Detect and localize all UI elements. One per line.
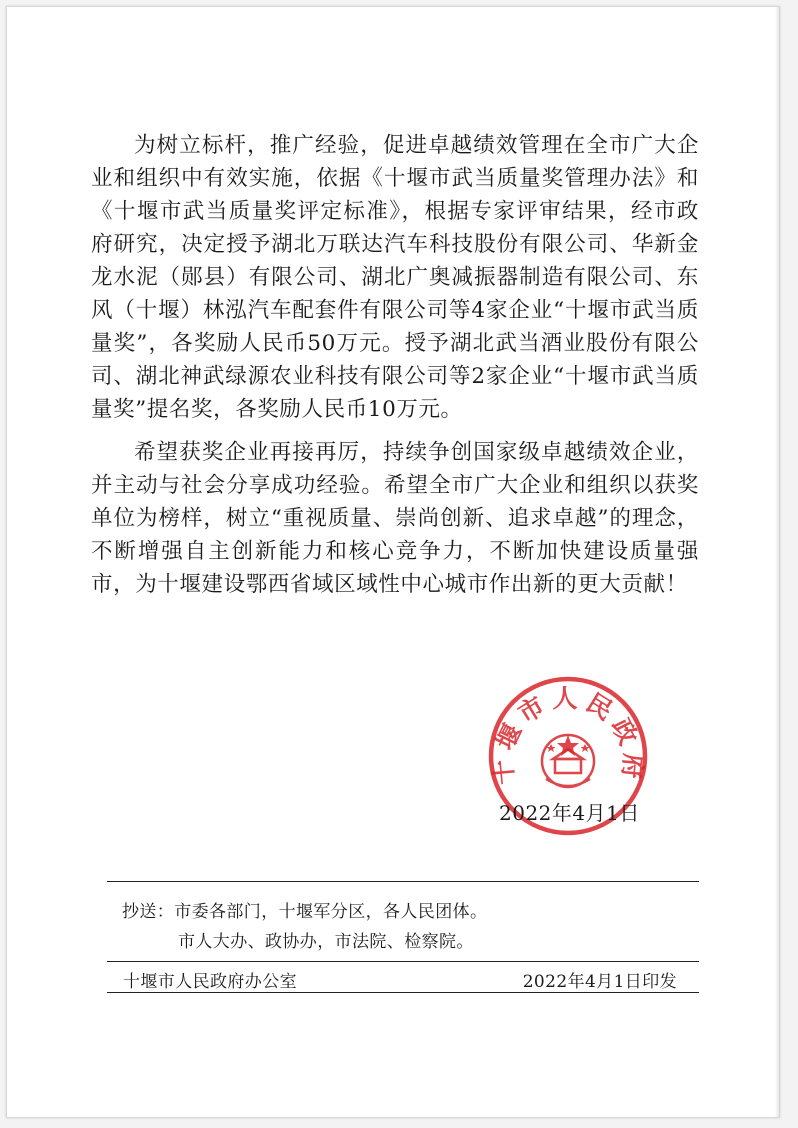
issuing-office: 十堰市人民政府办公室 [123,972,297,992]
cc-block [122,897,487,957]
footer-rule-middle [107,961,699,962]
signature-date: 2022年4月1日 [499,801,640,825]
document-body [91,129,699,611]
paragraph-award-decision: 为树立标杆，推广经验，促进卓越绩效管理在全市广大企业和组织中有效实施，依据《十堰市武当质量奖管理办法》和《十堰市武当质量奖评定标准》，根据专家评审结果，经市政府研究，决定授予湖北万联达汽车科技股份有限公司、华新金龙水泥（郧县）有限公司、湖北广奥减振器制造有限公司、东风（十堰）林泓汽车配套件有限公司等4家企业“十堰市武当质量奖”，各奖励人民币50万元。授予湖北武当酒业股份有限公司、湖北神武绿源农业科技有限公司等2家企业“十堰市武当质量奖”提名奖，各奖励人民币10万元。 [91,133,699,422]
cc-recipients-line1: 市委各部门，十堰军分区，各人民团体。 [174,902,488,922]
cc-label: 抄送： [122,902,175,922]
footer-rule-bottom [107,992,699,993]
cc-recipients-line2: 市人大办、政协办，市法院、检察院。 [178,932,474,952]
page-edge-shadow [775,7,779,1117]
paragraph-expectation: 希望获奖企业再接再厉，持续争创国家级卓越绩效企业，并主动与社会分享成功经验。希望全市广大企业和组织以获奖单位为榜样，树立“重视质量、崇尚创新、追求卓越”的理念，不断增强自主创新能力和核心竞争力，不断加快建设质量强市，为十堰建设鄂西省域区域性中心城市作出新的更大贡献！ [91,440,699,597]
seal-text: 十堰市人民政府 [487,684,649,786]
print-date: 2022年4月1日印发 [522,972,677,992]
footer-rule-top [107,881,699,882]
document-page [6,6,780,1118]
